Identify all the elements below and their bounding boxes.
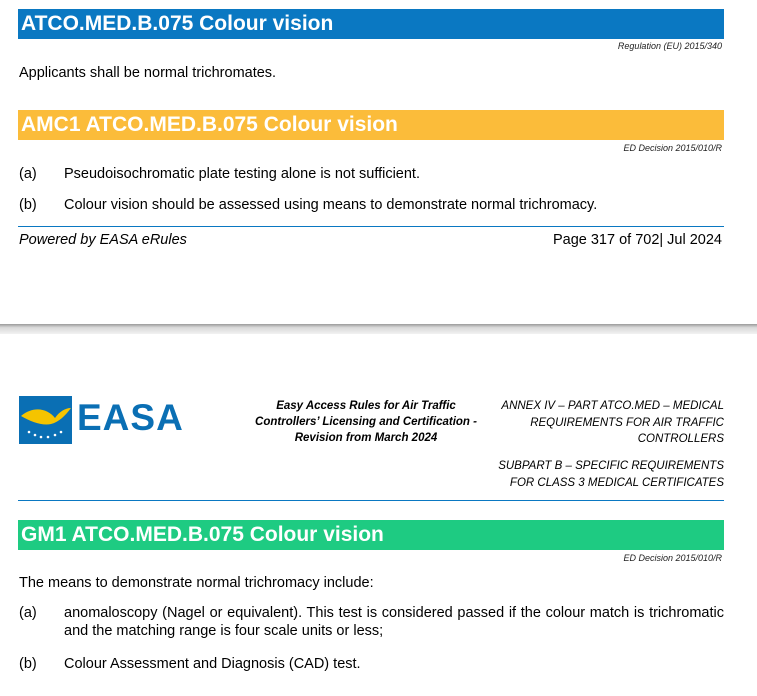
header-subpart-title: SUBPART B – SPECIFIC REQUIREMENTS FOR CLASS 3 MEDICAL CERTIFICATES [498,460,724,489]
amc1-item-a-label: (a) [19,166,37,182]
easa-logo-icon [19,396,72,444]
footer-powered-by: Powered by EASA eRules [19,232,187,248]
section-title-atco-med-b075: ATCO.MED.B.075 Colour vision [18,9,724,39]
gm1-item-b-text: Colour Assessment and Diagnosis (CAD) test. [64,656,361,672]
amc1-item-a-text: Pseudoisochromatic plate testing alone is not sufficient. [64,166,420,182]
section1-text: Applicants shall be normal trichromates. [19,65,277,81]
gm1-intro-text: The means to demonstrate normal trichromacy include: [19,575,374,591]
section-title-gm1: GM1 ATCO.MED.B.075 Colour vision [18,520,724,550]
header-annex-title: ANNEX IV – PART ATCO.MED – MEDICAL REQUIREMENTS FOR AIR TRAFFIC CONTROLLERS [501,400,724,445]
gm1-item-a-text: anomaloscopy (Nagel or equivalent). This test is considered passed if the colour match is trichromatic and the matching range is four scale units or less; [64,605,724,639]
amc1-decision-reference: ED Decision 2015/010/R [623,143,722,153]
header-rule [18,500,724,501]
section-title-amc1: AMC1 ATCO.MED.B.075 Colour vision [18,110,724,140]
page-separator [0,324,757,334]
header-document-title: Easy Access Rules for Air Traffic Controllers’ Licensing and Certification - Revision from March 2024 [255,400,477,444]
easa-logo-text: EASA [77,397,184,438]
gm1-item-a-label: (a) [19,605,37,621]
gm1-decision-reference: ED Decision 2015/010/R [623,553,722,563]
footer-rule [18,226,724,227]
amc1-item-b-label: (b) [19,197,37,213]
regulation-reference: Regulation (EU) 2015/340 [617,41,722,51]
amc1-item-b-text: Colour vision should be assessed using means to demonstrate normal trichromacy. [64,197,598,213]
gm1-item-b-label: (b) [19,656,37,672]
footer-page-number: Page 317 of 702| Jul 2024 [552,232,722,248]
